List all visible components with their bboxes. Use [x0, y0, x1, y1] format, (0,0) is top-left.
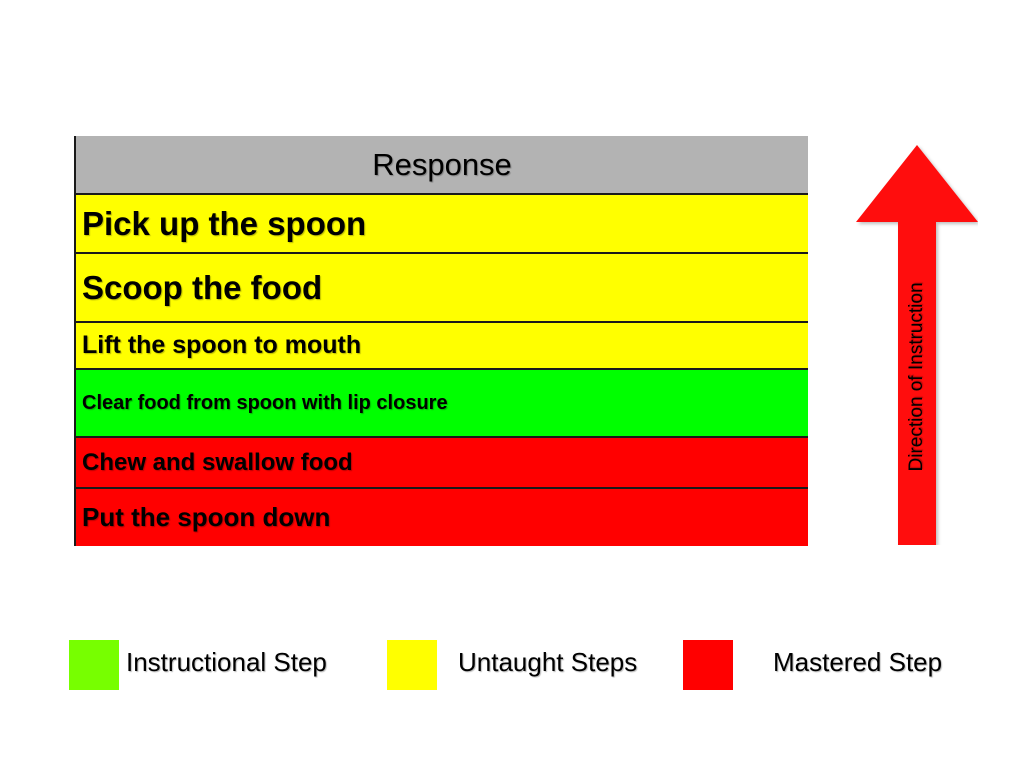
arrow-label: Direction of Instruction: [906, 282, 927, 472]
legend-label-instructional: Instructional Step: [126, 647, 327, 677]
step-row-chew-swallow: Chew and swallow food: [76, 438, 808, 489]
direction-arrow: [856, 145, 978, 545]
legend-swatch-instructional: [69, 640, 119, 690]
legend-label-untaught: Untaught Steps: [458, 647, 638, 677]
step-row-lift-spoon: Lift the spoon to mouth: [76, 323, 808, 370]
step-row-clear-food: Clear food from spoon with lip closure: [76, 370, 808, 438]
step-row-pick-up-spoon: Pick up the spoon: [76, 195, 808, 254]
step-row-scoop-food: Scoop the food: [76, 254, 808, 323]
task-analysis-table: [74, 136, 808, 546]
legend-swatch-untaught: [387, 640, 437, 690]
table-header: Response: [76, 136, 808, 195]
step-row-put-spoon-down: Put the spoon down: [76, 489, 808, 546]
legend-label-mastered: Mastered Step: [773, 647, 943, 677]
legend-swatch-mastered: [683, 640, 733, 690]
